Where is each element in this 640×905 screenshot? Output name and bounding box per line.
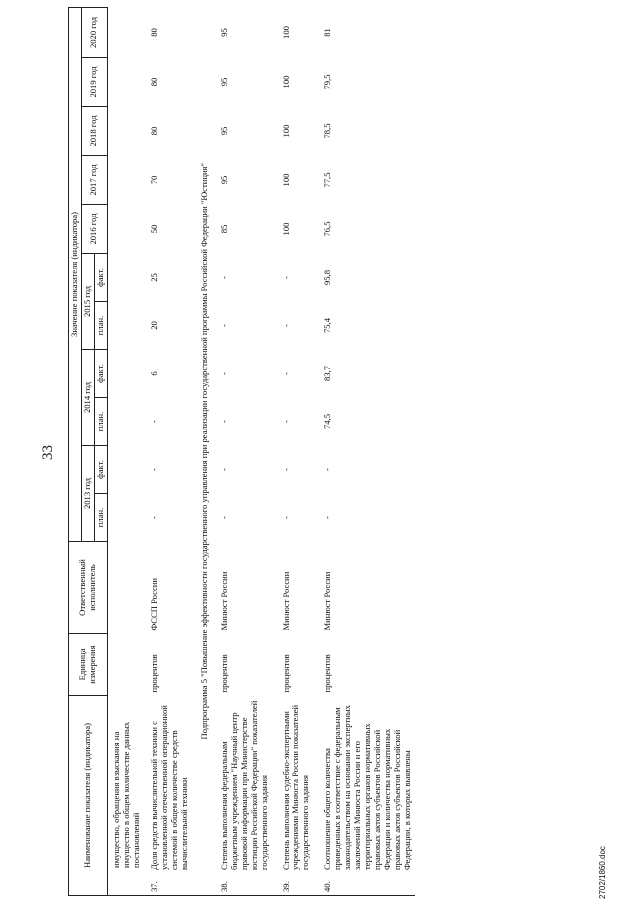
cell-2015-plan: - bbox=[280, 324, 291, 327]
header-unit: Единица измерения bbox=[69, 634, 108, 696]
indicator-table bbox=[68, 7, 415, 896]
header-2020: 2020 год bbox=[81, 7, 107, 57]
cell-2020: 95 bbox=[218, 28, 229, 37]
header-2016: 2016 год bbox=[81, 205, 107, 254]
cell-2016: 76,5 bbox=[322, 221, 333, 237]
cell-2020: 100 bbox=[280, 26, 291, 39]
row-name: Степень выполнения судебно-экспертными учреждениями Минюста России показателей государственного задания bbox=[280, 704, 311, 870]
subprogram-row bbox=[192, 7, 218, 895]
row-unit: процентов bbox=[148, 654, 159, 693]
row-responsible: ФССП России bbox=[148, 577, 159, 631]
cell-2015-fact: - bbox=[280, 276, 291, 279]
cell-2013-plan: - bbox=[218, 516, 229, 519]
header-responsible: Ответственный исполнитель bbox=[69, 542, 108, 634]
row-responsible: Минюст России bbox=[218, 571, 229, 631]
subprogram-title: Подпрограмма 5 "Повышение эффективности государственного управления при реализации государственной программы Российской Федерации "Юстиция" bbox=[192, 7, 218, 895]
table-row bbox=[148, 7, 192, 895]
page-number: 33 bbox=[40, 445, 56, 460]
row-name: Степень выполнения федеральным бюджетным учреждением "Научный центр правовой информации при Министерстве юстиции Российской Федерации" показателей государственного задания bbox=[218, 700, 269, 870]
cell-2014-fact: - bbox=[280, 372, 291, 375]
cell-2015-plan: - bbox=[218, 324, 229, 327]
cell-2013-fact: - bbox=[148, 468, 159, 471]
cell-2016: 50 bbox=[148, 224, 159, 234]
cell-2020: 81 bbox=[322, 28, 333, 37]
cell-2013-fact: - bbox=[280, 468, 291, 471]
table-row bbox=[218, 7, 272, 895]
cell-2015-fact: 25 bbox=[148, 273, 159, 282]
cell-2018: 95 bbox=[218, 126, 229, 136]
cell-2014-fact: - bbox=[218, 372, 229, 375]
cell-2013-fact: - bbox=[218, 468, 229, 471]
row-unit: процентов bbox=[280, 654, 291, 693]
cell-2017: 100 bbox=[280, 173, 291, 187]
table-row bbox=[313, 7, 415, 895]
header-2017: 2017 год bbox=[81, 156, 107, 205]
row-number: 38. bbox=[218, 881, 229, 892]
cell-2019: 100 bbox=[280, 75, 291, 89]
cell-2020: 80 bbox=[148, 28, 159, 37]
header-2018: 2018 год bbox=[81, 107, 107, 156]
cell-2014-plan: - bbox=[280, 420, 291, 423]
cell-2018: 80 bbox=[148, 126, 159, 136]
table-body bbox=[107, 7, 415, 895]
cell-2015-fact: 95,8 bbox=[322, 269, 333, 286]
table-row bbox=[272, 7, 314, 895]
cell-2015-fact: - bbox=[218, 276, 229, 279]
table-header bbox=[69, 7, 108, 895]
cell-2015-plan: 75,4 bbox=[322, 317, 333, 334]
row-responsible: Минюст России bbox=[280, 571, 291, 631]
header-2015-fact: факт. bbox=[94, 254, 107, 302]
header-name: Наименование показателя (индикатора) bbox=[69, 696, 108, 896]
row-name: Доля средств вычислительной техники с установленной отечественной операционной системой в общем количестве средств вычислительной техники bbox=[148, 705, 189, 870]
cell-2013-plan: - bbox=[148, 516, 159, 519]
header-2013: 2013 год bbox=[81, 446, 94, 542]
cell-2017: 70 bbox=[148, 175, 159, 185]
header-2014-fact: факт. bbox=[94, 350, 107, 398]
cell-2017: 95 bbox=[218, 175, 229, 185]
cell-2019: 79,5 bbox=[322, 74, 333, 90]
row-unit: процентов bbox=[218, 654, 229, 693]
header-2015-plan: план. bbox=[94, 302, 107, 350]
header-2014-plan: план. bbox=[94, 398, 107, 446]
header-2013-fact: факт. bbox=[94, 446, 107, 494]
row-name: Соотношение общего количества приведенных в соответствие с федеральным законодательством на основании экспертных заключений Минюста России и его территориальных органов нормативных правовых актов субъектов Российской Федерации и количества нормативных правовых актов субъектов Российской Федерации, в которых выявлены bbox=[322, 705, 413, 870]
cell-2016: 100 bbox=[280, 222, 291, 236]
header-2019: 2019 год bbox=[81, 58, 107, 107]
cell-2014-plan: 74,5 bbox=[322, 413, 333, 430]
cell-2014-fact: 83,7 bbox=[322, 365, 333, 382]
continuation-text: имущество, обращения взыскания на имущество в общем количестве данных постановлений bbox=[107, 696, 147, 896]
cell-2014-plan: - bbox=[148, 420, 159, 423]
continuation-row bbox=[107, 7, 147, 895]
row-responsible: Минюст России bbox=[322, 571, 333, 631]
cell-2014-fact: 6 bbox=[148, 371, 159, 376]
cell-2013-plan: - bbox=[322, 516, 333, 519]
cell-2018: 78,5 bbox=[322, 123, 333, 139]
header-values-group: Значение показателя (индикатора) bbox=[69, 7, 82, 541]
cell-2016: 85 bbox=[218, 224, 229, 234]
row-number: 39. bbox=[280, 881, 291, 892]
cell-2013-fact: - bbox=[322, 468, 333, 471]
row-unit: процентов bbox=[322, 654, 333, 693]
cell-2019: 95 bbox=[218, 77, 229, 87]
cell-2015-plan: 20 bbox=[148, 321, 159, 330]
cell-2017: 77,5 bbox=[322, 172, 333, 188]
cell-2019: 80 bbox=[148, 77, 159, 87]
row-number: 40. bbox=[322, 881, 333, 892]
cell-2018: 100 bbox=[280, 124, 291, 138]
cell-2013-plan: - bbox=[280, 516, 291, 519]
cell-2014-plan: - bbox=[218, 420, 229, 423]
footer-filename: 2702/1860.doc bbox=[598, 846, 607, 899]
header-2015: 2015 год bbox=[81, 254, 94, 350]
header-2013-plan: план. bbox=[94, 494, 107, 542]
header-2014: 2014 год bbox=[81, 350, 94, 446]
row-number: 37. bbox=[148, 881, 159, 892]
